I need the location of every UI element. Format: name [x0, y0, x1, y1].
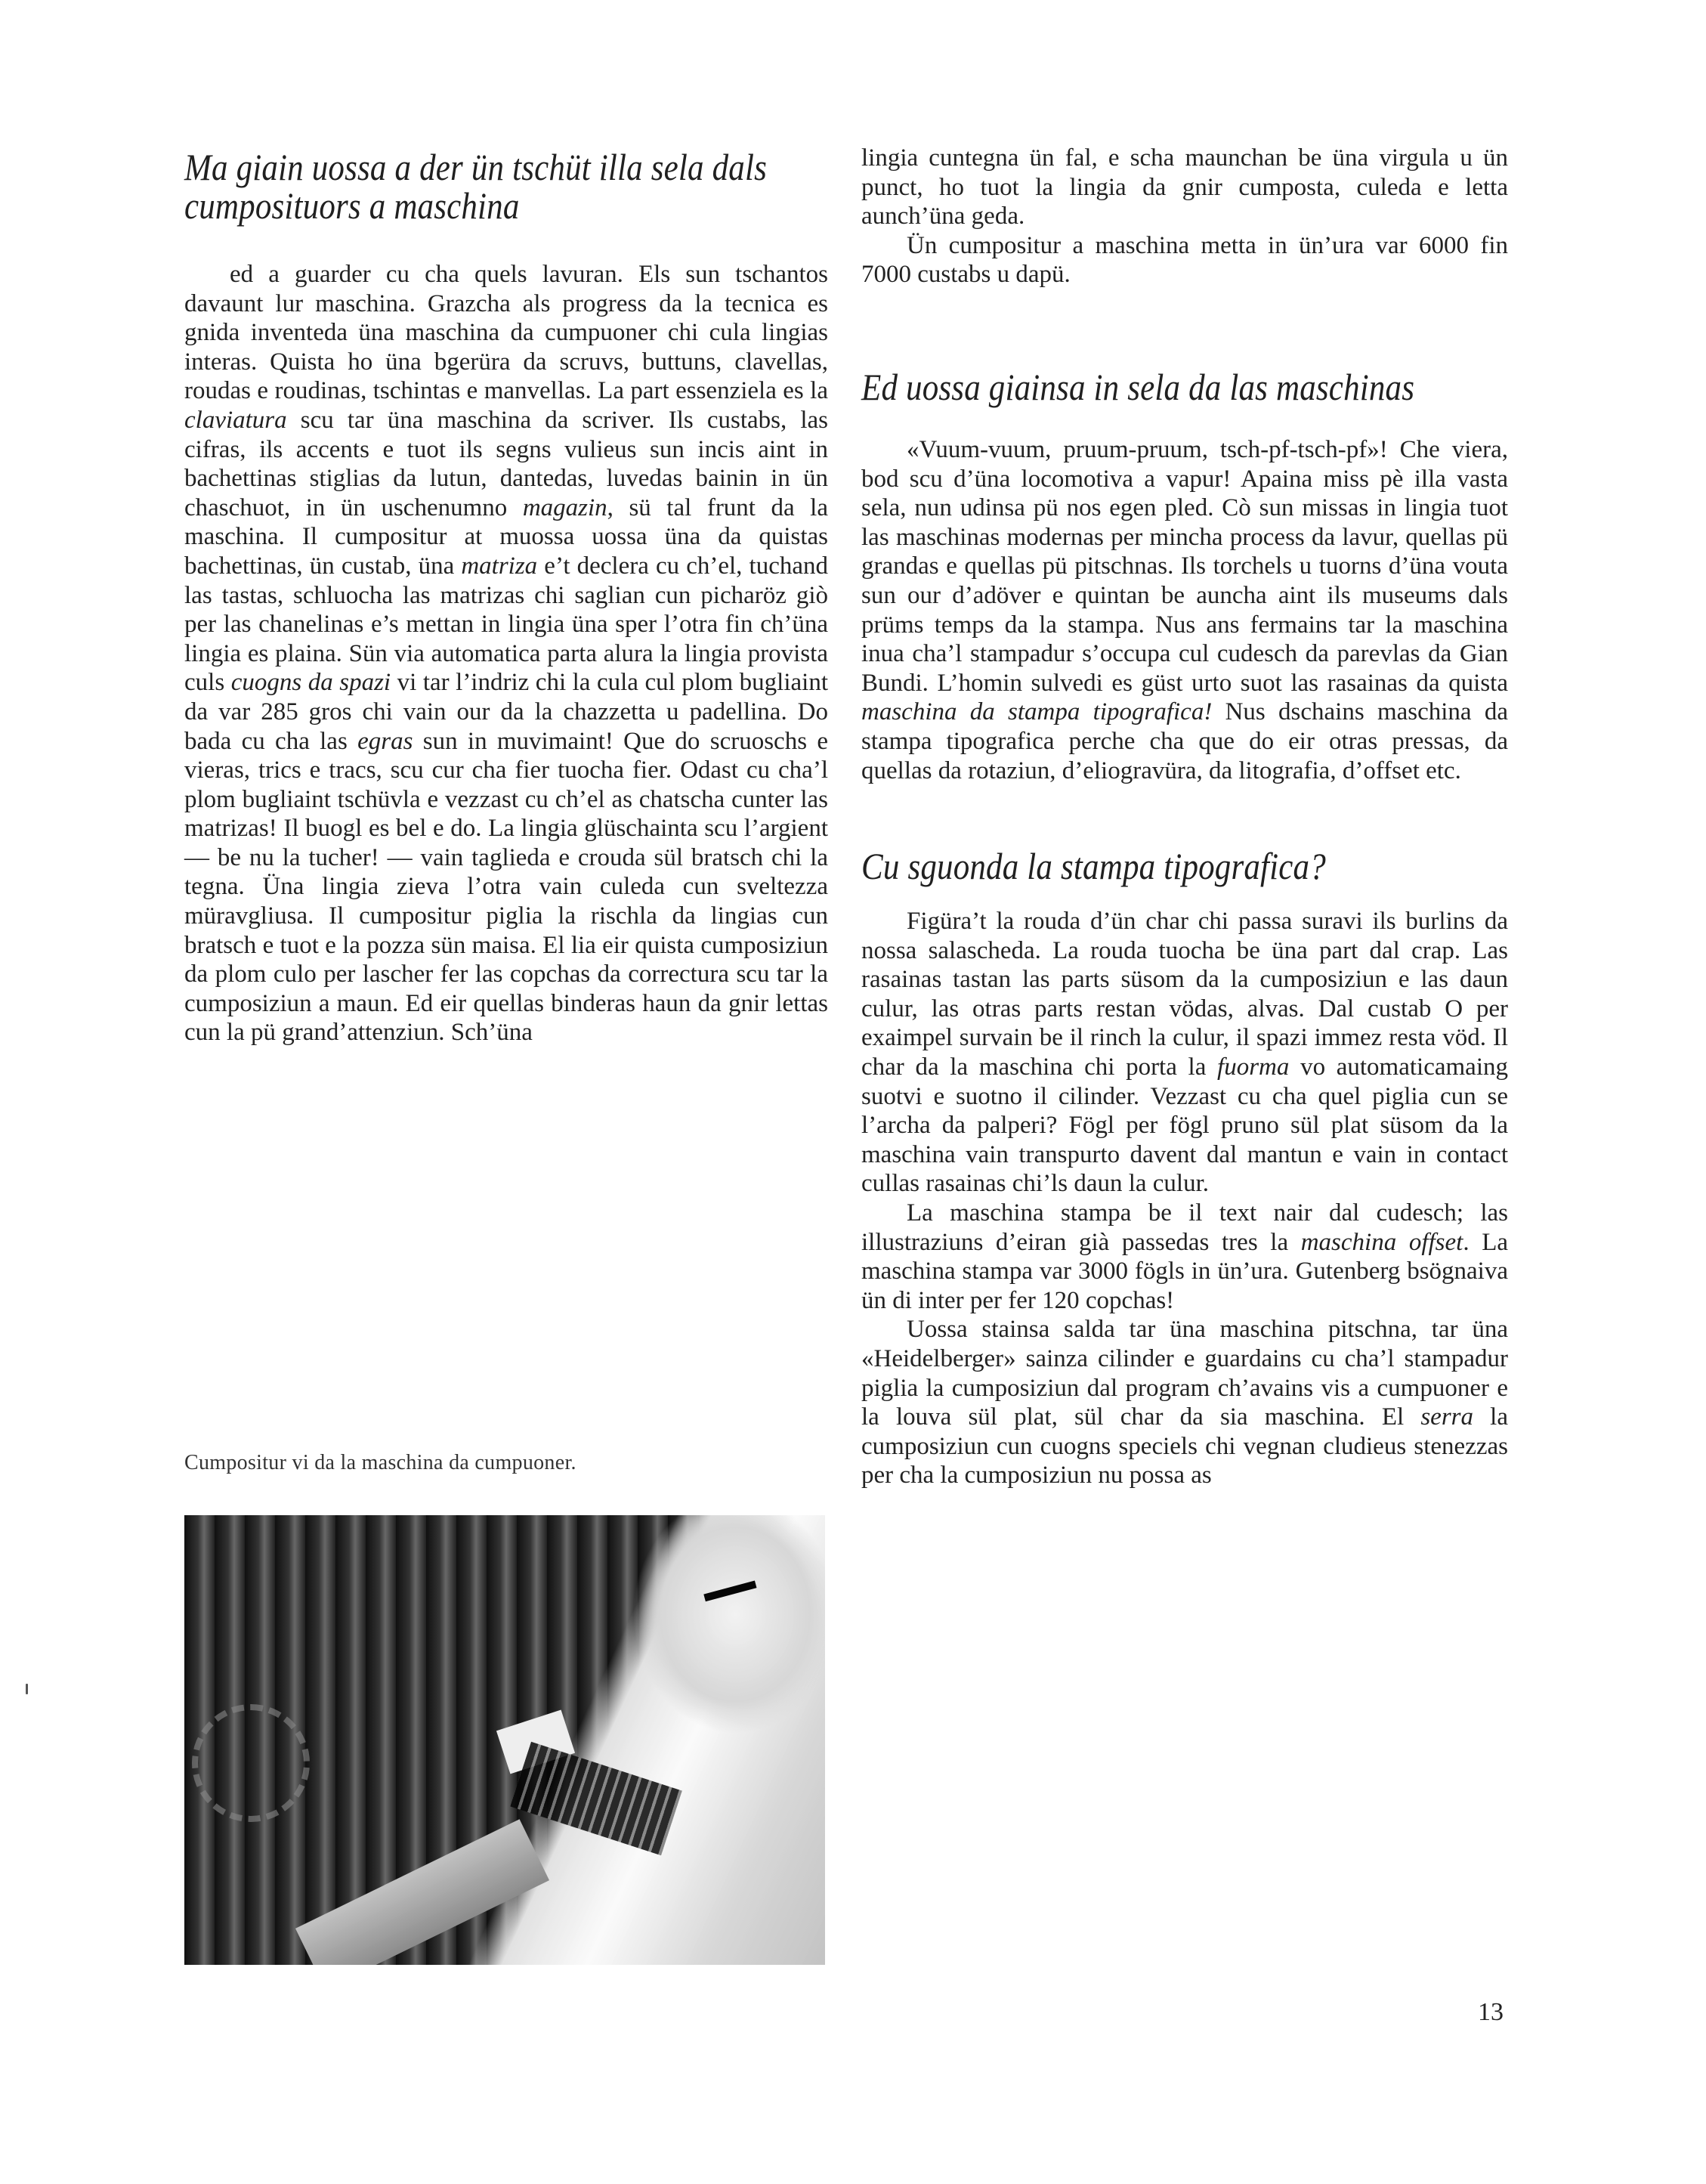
paragraph	[861, 1315, 1508, 1490]
text-run: vo automaticamaing suotvi e suotno il cilinder. Vezzast cu cha quel piglia cun se l’archa da palperi? Fögl per fögl pruno sül plat süsom da la maschina vain transpurto davent dal mantun e vain in contact cullas rasainas chi’ls daun la culur.	[861, 1053, 1508, 1198]
text-run: sun in muvimaint! Que do scruoschs e vieras, trics e tracs, scu cur cha fier tuocha fier. Odast cu cha’l plom bugliaint tschüvla e vezzast cu ch’el as chatscha cunter las matrizas! Il buogl es bel e do. La lingia glüschainta scu l’argient — be nu la tucher! — vain taglieda e crouda sül bratsch chi la tegna. Üna lingia zieva l’otra vain culeda cun sveltezza müravgliusa. Il cumpositur piglia la rischla da lingias cun bratsch e tuot e la pozza sün maisa. El lia eir quista cumposiziun da plom culo per lascher fer las copchas da correctura scu tar la cumposiziun a maun. Ed eir quellas binderas haun da gnir lettas cun la pü grand’attenziun. Sch’üna	[184, 727, 828, 1047]
text-run: , sü tal frunt da la maschina. Il cumpositur at muossa uossa üna da quistas bachettinas, ün custab, üna	[184, 493, 828, 580]
text-run: scu tar üna maschina da scriver. Ils custabs, las cifras, ils accents e tuot ils segns vulieus sun incis aint in bachettinas stiglias da lutun, dantedas, luvedas bainin in ün chaschuot, in ün uschenumno	[184, 406, 828, 521]
text-run: lingia cuntegna ün fal, e scha maunchan be üna virgula u ün punct, ho tuot la lingia da gnir cumposta, culeda e letta aunch’üna geda.	[861, 144, 1508, 230]
italic-term: claviatura	[184, 406, 287, 434]
italic-term: maschina da stampa tipografica!	[861, 698, 1213, 726]
section-body-text	[861, 144, 1508, 289]
text-run: e’t declera cu ch’el, tuchand las tastas, schluocha las matrizas chi saglian cun picharöz giò per las chanelinas e’s mettan in lingia üna sper l’otra fin ch’üna lingia es plaina. Sün via automatica parta alura la lingia provista culs	[184, 552, 828, 697]
paragraph	[184, 260, 828, 1047]
gear-shape	[192, 1704, 310, 1822]
section-heading-letterpress: Cu sguonda la stampa tipografica?	[861, 845, 1326, 888]
italic-term: serra	[1420, 1403, 1474, 1431]
italic-term: egras	[357, 727, 413, 755]
glasses-shape	[703, 1580, 760, 1616]
photo-caption: Cumpositur vi da la maschina da cumpuoner.	[184, 1451, 576, 1474]
paragraph	[861, 1199, 1508, 1315]
italic-term: cuogns da spazi	[230, 669, 391, 697]
left-body-text	[184, 260, 828, 1047]
right-column	[861, 144, 1508, 1490]
paragraph	[861, 144, 1508, 231]
page-number: 13	[1478, 1998, 1504, 2026]
text-run: Nus dschains maschina da stampa tipografica perche cha que do eir otras pressas, da quellas da rotaziun, d’eliogravüra, da litografia, d’offset etc.	[861, 698, 1508, 784]
section-heading-machines: Ed uossa giainsa in sela da las maschinas	[861, 365, 1415, 408]
italic-term: maschina offset	[1300, 1228, 1463, 1256]
left-column	[184, 148, 828, 1047]
linotype-operator-photo	[184, 1515, 825, 1965]
paragraph	[861, 231, 1508, 289]
text-run: Figüra’t la rouda d’ün char chi passa suravi ils burlins da nossa salascheda. La rouda tuocha be üna part dal crap. Las rasainas tastan las parts süsom da la cumposiziun e las daun culur, las otras parts restan vödas, alvas. Dal custab O per exaimpel survain be il rinch la culur, il spazi immez resta vöd. Il char da la maschina chi porta la	[861, 908, 1508, 1081]
text-run: La maschina stampa be il text nair dal cudesch; las illustraziuns d’eiran già passedas tres la	[861, 1199, 1508, 1256]
text-run: vi tar l’indriz chi la cula cul plom bugliaint da var 285 gros chi vain our da la chazzetta u padellina. Do bada cu cha las	[184, 669, 828, 755]
section-heading-compositors: Ma giain uossa a der ün tschüt illa sela dals cumposituors a maschina	[184, 146, 767, 227]
text-run: Ün cumpositur a maschina metta in ün’ura var 6000 fin 7000 custabs u dapü.	[861, 231, 1508, 289]
section-body-text	[861, 907, 1508, 1490]
machine-tray-shape	[295, 1819, 549, 1965]
text-run: Uossa stainsa salda tar üna maschina pitschna, tar üna «Heidelberger» sainza cilinder e guardains cu cha’l stampadur piglia la cumposiziun dal program ch’avains vis a cumpuoner e la louva sül plat, sül char da sia maschina. El	[861, 1316, 1508, 1431]
paragraph	[861, 435, 1508, 785]
keyboard-shape	[510, 1742, 682, 1855]
paragraph	[861, 907, 1508, 1199]
text-run: «Vuum-vuum, pruum-pruum, tsch-pf-tsch-pf»! Che viera, bod scu d’üna locomotiva a vapur! Apaina miss pè illa vasta sela, nun udinsa pü nos egen pled. Cò sun missas in lingia tuot las maschinas modernas per mincha process da lavur, quellas pü grandas e quellas pü pitschnas. Ils torchels u tuorns d’üna vouta sun our d’adöver e quintan be auncha aint ils museums dals prüms temps da la stampa. Nus ans fermains tar la maschina inua cha’l stampadur s’occupa cul cudesch da parevlas da Gian Bundi. L’homin sulvedi es güst urto suot las rasainas da quista	[861, 435, 1508, 697]
text-run: ed a guarder cu cha quels lavuran. Els sun tschantos davaunt lur maschina. Grazcha als progress da la tecnica es gnida inventeda üna maschina da cumpuoner chi cula lingias interas. Quista ho üna bgerüra da scruvs, buttuns, clavellas, roudas e roudinas, tschintas e manvellas. La part essenziela es la	[184, 261, 828, 405]
italic-term: magazin	[522, 493, 607, 521]
text-run: . La maschina stampa var 3000 fögls in ün’ura. Gutenberg bsögnaiva ün di inter per fer 120 copchas!	[861, 1228, 1509, 1314]
italic-term: fuorma	[1217, 1053, 1290, 1081]
margin-speck	[26, 1684, 28, 1694]
text-run: la cumposiziun cun cuogns speciels chi vegnan cludieus stenezzas per cha la cumposiziun nu possa as	[861, 1403, 1508, 1490]
italic-term: matriza	[461, 552, 538, 580]
section-body-text	[861, 435, 1508, 785]
